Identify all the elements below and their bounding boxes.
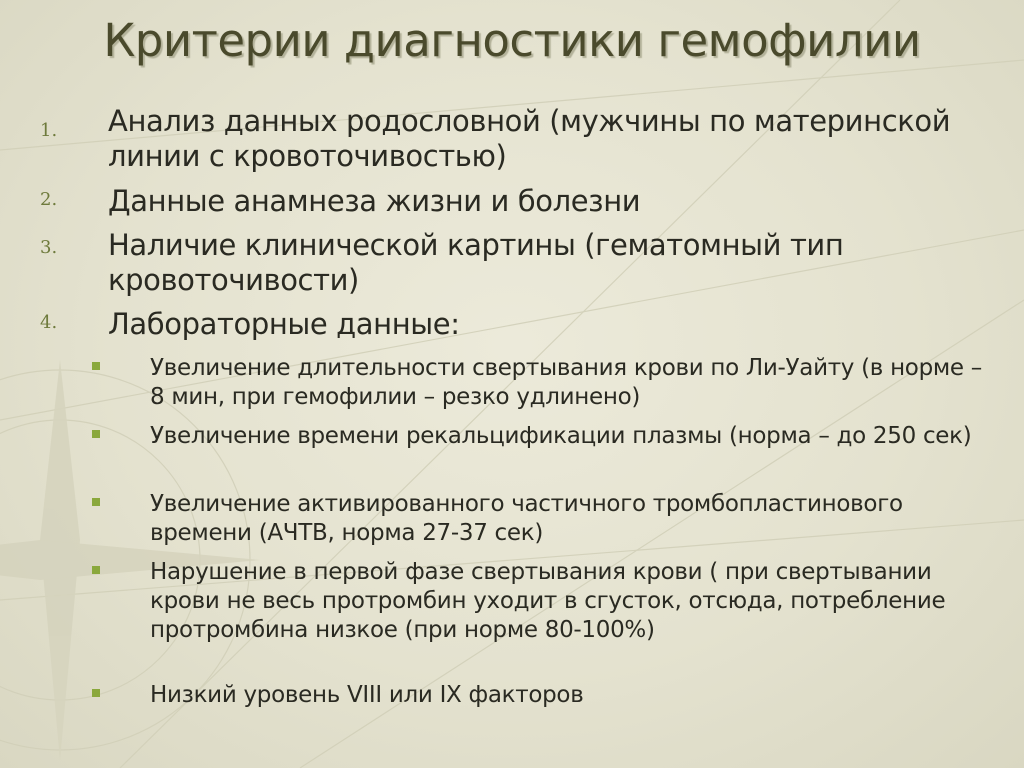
sub-list-item-text: Увеличение длительности свертывания крови по Ли-Уайту (в норме – 8 мин, при гемофилии – резко удлинено)	[150, 355, 982, 410]
list-item-text: Лабораторные данные:	[108, 307, 460, 341]
sub-list-item	[40, 681, 1000, 721]
list-item-text: Наличие клинической картины (гематомный тип кровоточивости)	[108, 228, 844, 297]
list-number: 4.	[40, 312, 58, 333]
sub-list-item-text: Низкий уровень VIII или IX факторов	[150, 682, 584, 708]
square-bullet-icon	[92, 566, 100, 574]
sub-list-item-text: Увеличение времени рекальцификации плазмы (норма – до 250 сек)	[150, 423, 972, 449]
square-bullet-icon	[92, 498, 100, 506]
sub-list-item-text: Нарушение в первой фазе свертывания крови ( при свертывании крови не весь протромбин уходит в сгусток, отсюда, потребление протромбина низкое (при норме 80-100%)	[150, 559, 946, 643]
square-bullet-icon	[92, 689, 100, 697]
sub-list-item-text: Увеличение активированного частичного тромбопластинового времени (АЧТВ, норма 27-37 сек)	[150, 491, 903, 546]
list-number: 1.	[40, 120, 58, 141]
sub-list-item	[40, 354, 1000, 422]
list-item	[40, 184, 1000, 228]
list-item	[40, 104, 1000, 184]
list-number: 3.	[40, 237, 58, 258]
criteria-list	[40, 104, 1000, 721]
sub-list-item	[40, 490, 1000, 558]
square-bullet-icon	[92, 362, 100, 370]
slide-title: Критерии диагностики гемофилии	[103, 14, 921, 67]
sub-list-item	[40, 422, 1000, 490]
list-item	[40, 228, 1000, 307]
square-bullet-icon	[92, 430, 100, 438]
list-item-text: Анализ данных родословной (мужчины по материнской линии с кровоточивостью)	[108, 104, 951, 173]
list-number: 2.	[40, 189, 58, 210]
list-item-text: Данные анамнеза жизни и болезни	[108, 184, 641, 218]
list-item	[40, 307, 1000, 354]
sub-list-item	[40, 558, 1000, 681]
